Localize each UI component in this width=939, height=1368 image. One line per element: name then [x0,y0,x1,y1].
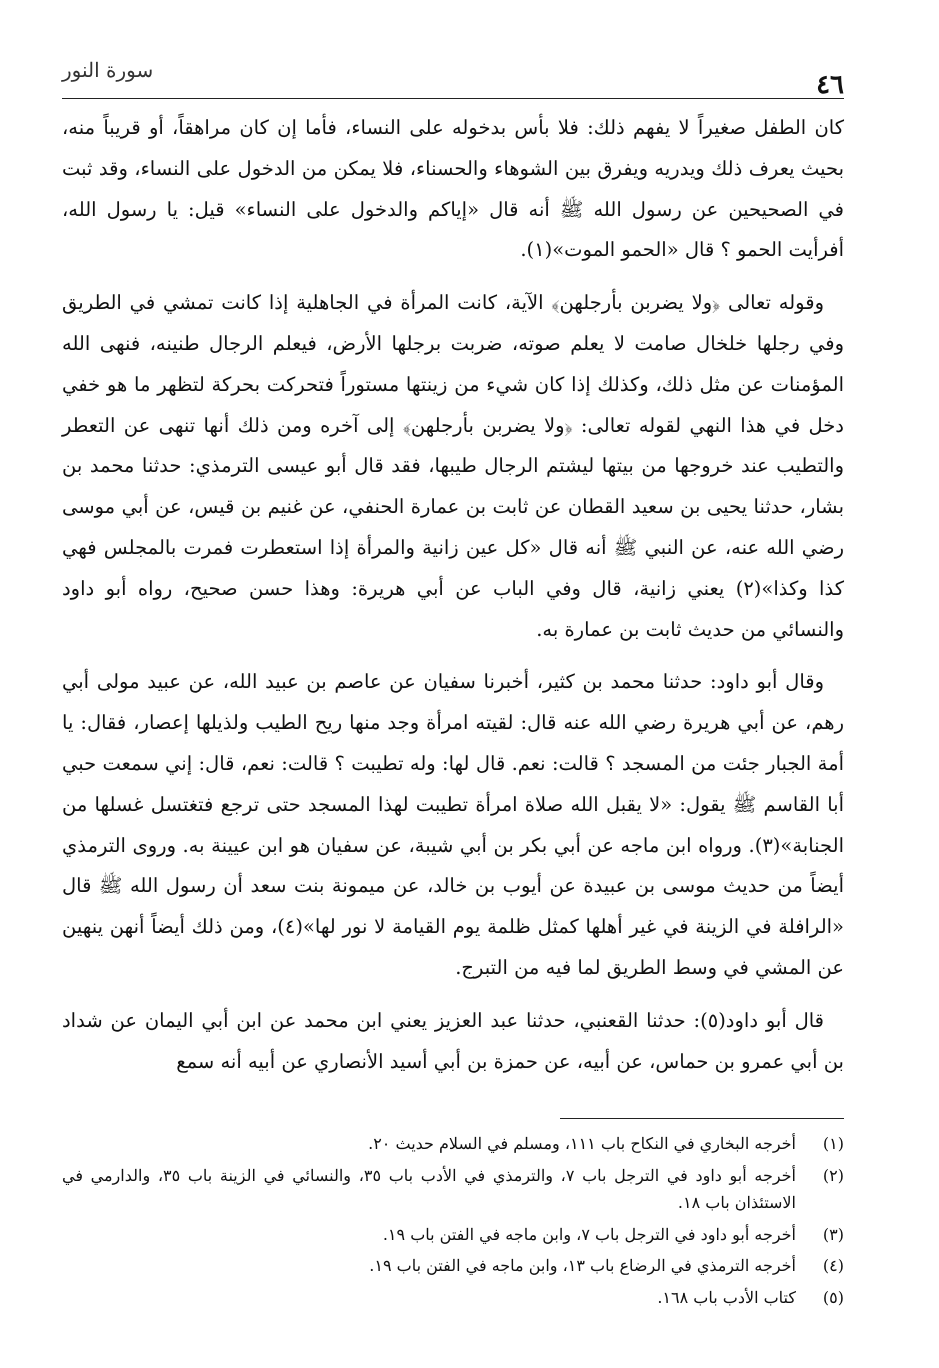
footnote-item [62,1284,844,1312]
footnote-number: (٤) [822,1256,844,1275]
footnote-number: (٥) [822,1287,844,1307]
footnote-text: أخرجه البخاري في النكاح باب ١١١، ومسلم في السلام حديث ٢٠. [368,1134,796,1153]
page-header [62,58,844,99]
main-text [62,108,844,1094]
footnote-item [62,1252,844,1280]
paragraph: وقوله تعالى ﴿ولا يضربن بأرجلهن﴾ الآية، كانت المرأة في الجاهلية إذا كانت تمشي في الطريق وفي رجلها خلخال صامت لا يعلم صوته، ضربت برجلها الأرض، فيعلم الرجال طنينه، فنهى الله المؤمنات عن مثل ذلك، وكذلك إذا كان شيء من زينتها مستوراً فتحركت بحركة لتظهر ما هو خفي دخل في هذا النهي لقوله تعالى: ﴿ولا يضربن بأرجلهن﴾ إلى آخره ومن ذلك أنها تنهى عن التعطر والتطيب عند خروجها من بيتها ليشتم الرجال طيبها، فقد قال أبو عيسى الترمذي: حدثنا محمد بن بشار، حدثنا يحيى بن سعيد القطان عن ثابت بن عمارة الحنفي، عن غنيم بن قيس، عن أبي موسى رضي الله عنه، عن النبي ﷺ أنه قال «كل عين زانية والمرأة إذا استعطرت فمرت بالمجلس فهي كذا وكذا»(٢) يعني زانية، قال وفي الباب عن أبي هريرة: وهذا حسن صحيح، رواه أبو داود والنسائي من حديث ثابت بن عمارة به. [62,291,844,641]
footnote-text: أخرجه أبو داود في الترجل باب ٧، والترمذي في الأدب باب ٣٥، والنسائي في الزينة باب ٣٥، والدارمي في الاستئذان باب ١٨. [62,1165,797,1212]
footnote-item [62,1130,844,1158]
footnote-number: (١) [822,1134,844,1153]
footnote-divider [560,1118,844,1119]
footnote-text: أخرجه أبو داود في الترجل باب ٧، وابن ماجه في الفتن باب ١٩. [382,1224,796,1244]
surah-title: سورة النور [62,58,154,82]
footnote-text: أخرجه الترمذي في الرضاع باب ١٣، وابن ماجه في الفتن باب ١٩. [369,1256,796,1275]
footnote-number: (٢) [822,1165,844,1185]
footnote-item [62,1162,844,1217]
footnote-item [62,1221,844,1249]
paragraph: كان الطفل صغيراً لا يفهم ذلك: فلا بأس بدخوله على النساء، فأما إن كان مراهقاً، أو قريباً منه، بحيث يعرف ذلك ويدريه ويفرق بين الشوهاء والحسناء، فلا يمكن من الدخول على النساء، وقد ثبت في الصحيحين عن رسول الله ﷺ أنه قال «إياكم والدخول على النساء» قيل: يا رسول الله، أفرأيت الحمو ؟ قال «الحمو الموت»(١). [62,116,844,262]
paragraph: وقال أبو داود: حدثنا محمد بن كثير، أخبرنا سفيان عن عاصم بن عبيد الله، عن عبيد مولى أبي رهم، عن أبي هريرة رضي الله عنه قال: لقيته امرأة وجد منها ريح الطيب ولذيلها إعصار، فقال: يا أمة الجبار جئت من المسجد ؟ قالت: نعم. قال لها: وله تطيبت ؟ قالت: نعم، قال: إني سمعت حبي أبا القاسم ﷺ يقول: «لا يقبل الله صلاة امرأة تطيبت لهذا المسجد حتى ترجع فتغتسل غسلها من الجنابة»(٣). ورواه ابن ماجه عن أبي بكر بن أبي شيبة، عن سفيان هو ابن عيينة به. وروى الترمذي أيضاً من حديث موسى بن عبيدة عن أيوب بن خالد، عن ميمونة بنت سعد أن رسول الله ﷺ قال «الرافلة في الزينة في غير أهلها كمثل ظلمة يوم القيامة لا نور لها»(٤)، ومن ذلك أيضاً أنهن ينهين عن المشي في وسط الطريق لما فيه من التبرج. [62,670,844,979]
footnote-number: (٣) [822,1224,844,1244]
footnote-text: كتاب الأدب باب ١٦٨. [657,1287,796,1307]
paragraph: قال أبو داود(٥): حدثنا القعنبي، حدثنا عبد العزيز يعني ابن محمد عن ابن أبي اليمان عن شداد بن أبي عمرو بن حماس، عن أبيه، عن حمزة بن أبي أسيد الأنصاري عن أبيه أنه سمع [62,1008,844,1073]
page-number: ٤٦ [816,70,844,100]
footnotes [62,1130,844,1315]
